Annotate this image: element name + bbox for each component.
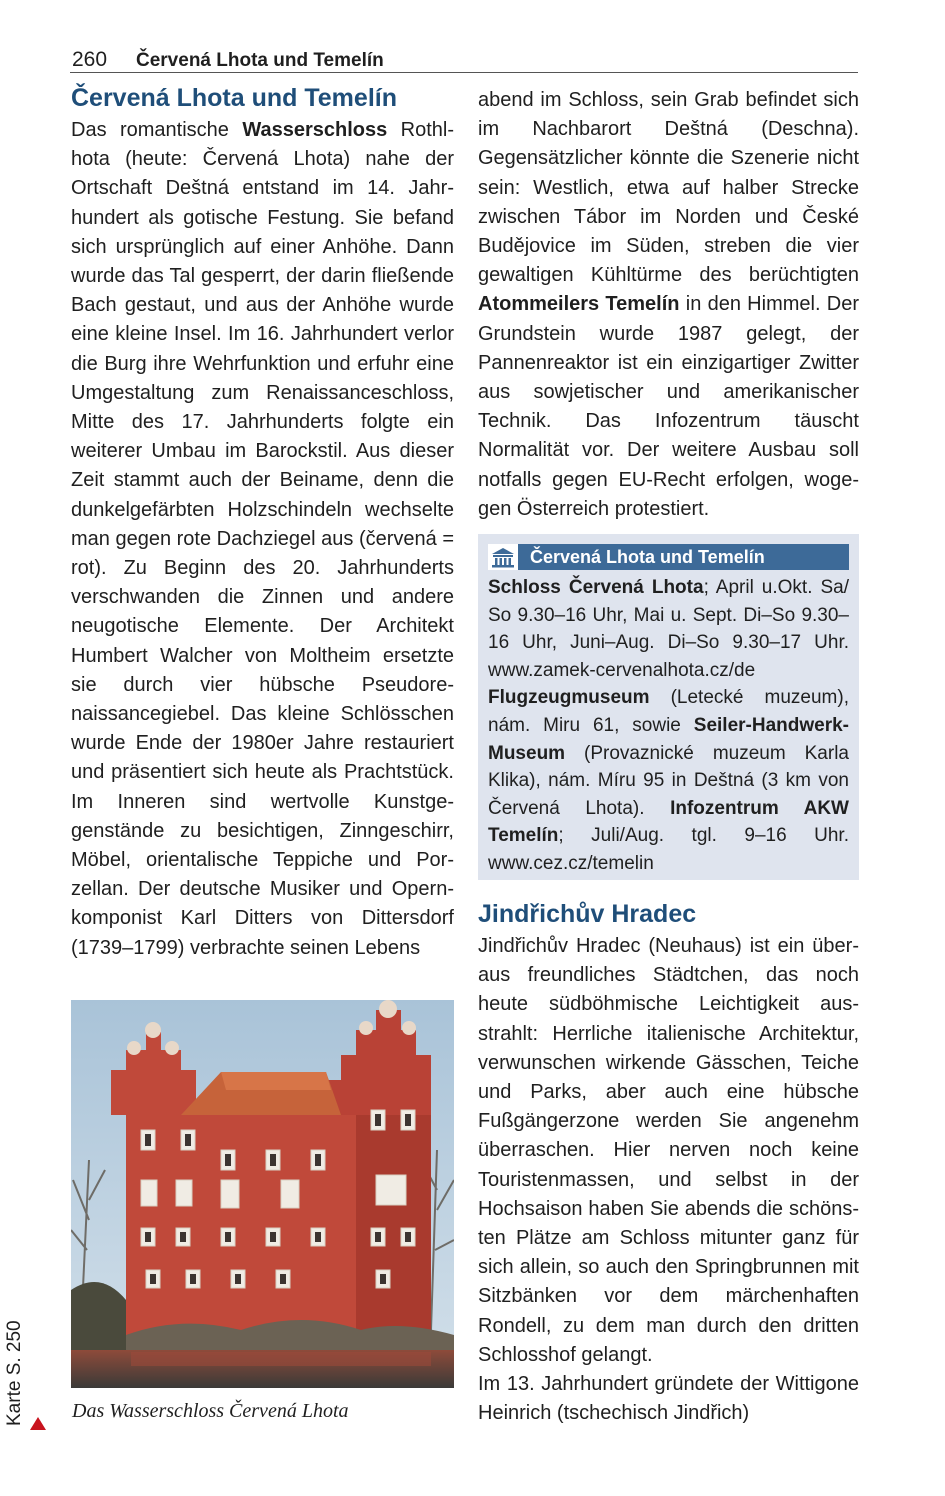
bold-term: Seiler-Handwerk-Museum	[488, 714, 849, 764]
text-run: ; April u.Okt. Sa/ So 9.30–16 Uhr, Mai u. Sept. Di–So 9.30–16 Uhr, Juni–Aug. Di–So 9.30–17 Uhr. www.zamek-cervenalhota.cz/de	[488, 577, 849, 681]
running-title: Červená Lhota und Temelín	[136, 50, 384, 71]
museum-icon	[488, 544, 518, 570]
body-paragraph	[71, 116, 454, 963]
text-run: Das romantische	[71, 119, 243, 141]
info-box-body	[488, 574, 849, 878]
text-run: ; Juli/Aug. tgl. 9–16 Uhr. www.cez.cz/temelin	[488, 825, 849, 874]
triangle-marker-icon	[30, 1417, 46, 1430]
page-number: 260	[72, 48, 108, 71]
bold-term: Schloss Červená Lhota	[488, 577, 704, 598]
info-box-header	[488, 544, 849, 570]
text-run: in den Himmel. Der Grundstein wurde 1987 gelegt, der Pannenreaktor ist ein einzigartiger Zwitter aus sowjetischer und amerikanischer Technik. Das Infozentrum täuscht Normalität vor. Der weitere Ausbau soll notfalls gegen EU-Recht erfolgen, wogegen Österreich protestiert.	[478, 293, 859, 520]
info-box	[478, 534, 859, 880]
body-paragraph	[478, 86, 859, 524]
text-run: abend im Schloss, sein Grab befindet sich im Nachbarort Deštná (Deschna). Gegensätzlicher könnte die Szenerie nicht sein: Westlich, etwa auf halber Strecke zwischen Tábor im Norden und České Budějovice im Süden, streben die vier gewaltigen Kühltürme des berüchtigten	[478, 89, 859, 287]
castle-photo	[71, 1000, 454, 1388]
text-run: Rothlhota (heute: Červená Lhota) nahe der Ortschaft Deštná entstand im 14. Jahrhundert als gotische Festung. Sie befand sich ursprünglich auf einer Anhöhe. Dann wurde das Tal gesperrt, der darin fließende Bach gestaut, und aus der Anhöhe wurde eine kleine Insel. Im 16. Jahrhundert verlor die Burg ihre Wehrfunktion und erfuhr eine Umgestaltung zum Renaissanceschloss, Mitte des 17. Jahrhunderts folgte ein weiterer Umbau im Barockstil. Aus dieser Zeit stammt auch der Beiname, denn die dunkelgefärbten Holzschindeln wechselte man gegen rote Dachziegel aus (červená = rot). Zu Beginn des 20. Jahrhunderts verschwanden die Zinnen und andere neugotische Elemente. Der Architekt Humbert Walcher von Moltheim ersetzte sie durch vier hübsche Pseudorenaissancegiebel. Das kleine Schlösschen wurde Ende der 1980er Jahre restauriert und präsentiert sich heute als Prachtstück. Im Inneren sind wertvolle Kunstgegenstände zu besichtigen, Zinngeschirr, Möbel, orientalische Teppiche und Porzellan. Der deutsche Musiker und Opernkomponist Karl Ditters von Dittersdorf (1739–1799) verbrachte seinen Lebens	[71, 119, 455, 959]
map-reference-label: Karte S. 250	[4, 1320, 25, 1426]
map-reference	[4, 1300, 60, 1430]
body-paragraph: Jindřichův Hradec (Neuhaus) ist ein überaus freundliches Städtchen, das noch heute südböhmische Leichtigkeit ausstrahlt: Herrliche italienische Architektur, verwunschen wirkende Gässchen, Teiche und Parks, aber auch eine hübsche Fußgängerzone werden Sie angenehm überraschen. Hier nerven noch keine Touristenmassen, und selbst in der Hochsaison haben Sie abends die schönsten Plätze am Schloss mitunter ganz für sich allein, so auch den Springbrunnen mit Sitzbänken vor dem märchenhaften Rondell, zu dem man durch den dritten Schlosshof gelangt.	[478, 935, 859, 1366]
left-column	[71, 82, 454, 963]
text-run: (Provaznické muzeum Karla Klika), nám. Míru 95 in Deštná (3 km von Červená Lhota).	[488, 742, 849, 819]
right-column-bottom	[478, 898, 859, 1428]
bold-term: Infozentrum AKW Temelín	[488, 797, 849, 847]
bold-term: Atommeilers Temelín	[478, 293, 680, 316]
info-box-title: Červená Lhota und Temelín	[530, 547, 765, 567]
text-run: (Letecké muzeum), nám. Miru 61, sowie	[488, 687, 849, 736]
section-title: Červená Lhota und Temelín	[71, 84, 397, 112]
running-header	[70, 46, 858, 73]
bold-term: Wasserschloss	[242, 119, 388, 141]
section-title: Jindřichův Hradec	[478, 900, 697, 928]
bold-term: Flugzeugmuseum	[488, 687, 650, 709]
body-paragraph: Im 13. Jahrhundert gründete der Wittigone Heinrich (tschechisch Jindřich)	[478, 1373, 859, 1425]
photo-caption: Das Wasserschloss Červená Lhota	[72, 1400, 349, 1422]
right-column-top	[478, 86, 859, 524]
